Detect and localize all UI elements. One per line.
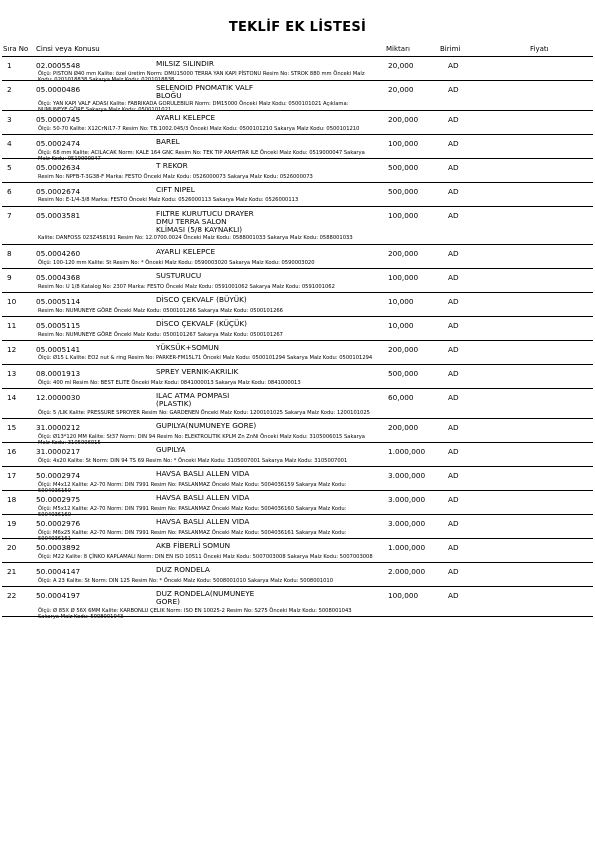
item-code: 05.0000745 (36, 115, 81, 124)
item-code: 02.0005548 (36, 61, 81, 70)
item-details: Ölçü: 4x20 Kalite: St Norm: DIN 94 TS 69 Resim No: * Önceki Malz Kodu: 3105007001 Sakarya Malz Kodu: 3105007001 (38, 458, 348, 464)
item-quantity: 500,000 (388, 163, 419, 172)
item-quantity: 20,000 (388, 85, 414, 94)
item-code: 05.0005114 (36, 297, 81, 306)
item-unit: AD (448, 369, 459, 378)
row-number: 13 (7, 369, 17, 378)
item-details: Ölçü: 50-70 Kalite: X12CrNi17-7 Resim No: TB.1002.045/3 Önceki Malz Kodu: 0500101210 Sakarya Malz Kodu: 0500101210 (38, 126, 360, 132)
item-quantity: 10,000 (388, 321, 414, 330)
table-row (2, 515, 593, 542)
item-name: BAREL (156, 137, 180, 146)
table-row (2, 111, 593, 135)
table-row (2, 135, 593, 162)
row-number: 6 (7, 187, 12, 196)
header-price: Fiyatı (530, 45, 549, 53)
item-unit: AD (448, 591, 459, 600)
item-unit: AD (448, 345, 459, 354)
item-details: Ölçü: Ø15 L Kalite: EO2 nut & ring Resim No: PARKER-FM15L71 Önceki Malz Kodu: 0500101294 Sakarya Malz Kodu: 0500101294 (38, 355, 373, 361)
item-name: FILTRE KURUTUCU DRAYER DMU TERRA SALON KLİMASI (5/8 KAYNAKLI) (156, 209, 254, 234)
item-code: 05.0005115 (36, 321, 81, 330)
item-name: GUPILYA(NUMUNEYE GORE) (156, 421, 257, 430)
item-unit: AD (448, 423, 459, 432)
table-header (0, 43, 595, 55)
item-unit: AD (448, 567, 459, 576)
item-unit: AD (448, 273, 459, 282)
item-code: 05.0004260 (36, 249, 81, 258)
table-row (2, 467, 593, 494)
table-row (2, 57, 593, 81)
item-code: 31.0000217 (36, 447, 81, 456)
item-name: HAVSA BASLI ALLEN VIDA (156, 493, 250, 502)
item-quantity: 100,000 (388, 273, 419, 282)
table-row (2, 419, 593, 446)
header-unit: Birimi (440, 45, 461, 53)
item-code: 50.0002974 (36, 471, 81, 480)
item-details: Resim No: U 1/8 Katalog No: 2307 Marka: FESTO Önceki Malz Kodu: 0591001062 Sakarya Malz Kodu: 0591001062 (38, 284, 335, 290)
item-code: 05.0002634 (36, 163, 81, 172)
document-title: TEKLİF EK LİSTESİ (228, 20, 367, 35)
item-name: AYARLI KELEPCE (156, 113, 216, 122)
row-number: 3 (7, 115, 12, 124)
row-number: 4 (7, 139, 12, 148)
table-row (2, 269, 593, 293)
item-unit: AD (448, 211, 459, 220)
item-code: 50.0003892 (36, 543, 81, 552)
item-code: 12.0000030 (36, 393, 81, 402)
item-details: Resim No: NPFB-T-3G38-F Marka: FESTO Önceki Malz Kodu: 0526000073 Sakarya Malz Kodu: 0526000073 (38, 174, 313, 180)
item-details: Ölçü: PISTON Ø40 mm Kalite: özel üretim Norm: DMU15000 TERRA YAN KAPI PİSTONU Resim No: STROK 880 mm Önceki Malz Kodu: 0201018838 Sakarya Malz Kodu: 0201018838 (38, 71, 365, 83)
item-details: Ölçü: M6x25 Kalite: A2-70 Norm: DIN 7991 Resim No: PASLANMAZ Önceki Malz Kodu: 5004036161 Sakarya Malz Kodu: 5004036161 (38, 530, 347, 542)
row-number: 18 (7, 495, 17, 504)
row-number: 11 (7, 321, 17, 330)
item-details: Ölçü: M4x12 Kalite: A2-70 Norm: DIN 7991 Resim No: PASLANMAZ Önceki Malz Kodu: 5004036159 Sakarya Malz Kodu: 5004036159 (38, 482, 347, 494)
item-quantity: 10,000 (388, 297, 414, 306)
item-name: DİSCO ÇEKVALF (BÜYÜK) (156, 295, 247, 304)
item-quantity: 200,000 (388, 249, 419, 258)
item-details: Ölçü: YAN KAPI VALF ADASI Kalite: FABRIKADA GORULEBILIR Norm: DM15000 Önceki Malz Kodu: 0500101021 Açıklama: NUMUNEYE GÖRE Sakarya Malz Kodu: 0500101021 (38, 101, 349, 113)
item-unit: AD (448, 321, 459, 330)
table-row (2, 563, 593, 587)
item-unit: AD (448, 187, 459, 196)
item-unit: AD (448, 393, 459, 402)
item-name: HAVSA BASLI ALLEN VIDA (156, 517, 250, 526)
row-number: 22 (7, 591, 17, 600)
row-number: 17 (7, 471, 17, 480)
item-name: SPREY VERNIK-AKRILIK (156, 367, 239, 376)
item-name: SUSTURUCU (156, 271, 202, 280)
item-details: Resim No: NUMUNEYE GÖRE Önceki Malz Kodu: 0500101266 Sakarya Malz Kodu: 0500101266 (38, 308, 283, 314)
item-quantity: 100,000 (388, 591, 419, 600)
item-unit: AD (448, 139, 459, 148)
row-number: 1 (7, 61, 12, 70)
item-name: DUZ RONDELA(NUMUNEYE GORE) (156, 589, 255, 606)
item-name: ILAC ATMA POMPASI (PLASTIK) (156, 391, 230, 408)
item-code: 08.0001913 (36, 369, 81, 378)
item-name: T REKOR (156, 161, 188, 170)
item-details: Ölçü: 100-120 mm Kalite: St Resim No: * Önceki Malz Kodu: 0590003020 Sakarya Malz Kodu: 0590003020 (38, 260, 315, 266)
item-details: Ölçü: 400 ml Resim No: BEST ELITE Önceki Malz Kodu: 0841000013 Sakarya Malz Kodu: 0841000013 (38, 380, 301, 386)
table-row (2, 365, 593, 389)
item-unit: AD (448, 471, 459, 480)
item-quantity: 200,000 (388, 423, 419, 432)
header-name: Cinsi veya Konusu (36, 45, 100, 53)
item-code: 05.0000486 (36, 85, 81, 94)
table-row (2, 207, 593, 245)
item-code: 05.0003581 (36, 211, 81, 220)
item-code: 05.0002474 (36, 139, 81, 148)
item-unit: AD (448, 85, 459, 94)
row-number: 16 (7, 447, 17, 456)
item-name: DİSCO ÇEKVALF (KÜÇÜK) (156, 319, 247, 328)
item-details: Ölçü: M5x12 Kalite: A2-70 Norm: DIN 7991 Resim No: PASLANMAZ Önceki Malz Kodu: 5004036160 Sakarya Malz Kodu: 5004036160 (38, 506, 347, 518)
item-unit: AD (448, 519, 459, 528)
item-quantity: 60,000 (388, 393, 414, 402)
item-unit: AD (448, 115, 459, 124)
item-code: 05.0004368 (36, 273, 81, 282)
item-unit: AD (448, 297, 459, 306)
table-row (2, 81, 593, 111)
row-number: 14 (7, 393, 17, 402)
item-details: Kalite: DANFOSS 023Z458191 Resim No: 12.0700.0024 Önceki Malz Kodu: 0588001033 Sakarya Malz Kodu: 0588001033 (38, 235, 353, 241)
item-name: HAVSA BASLI ALLEN VIDA (156, 469, 250, 478)
table-row (2, 491, 593, 518)
item-code: 05.0005141 (36, 345, 81, 354)
item-quantity: 3.000,000 (388, 471, 426, 480)
item-quantity: 3.000,000 (388, 495, 426, 504)
item-quantity: 20,000 (388, 61, 414, 70)
item-unit: AD (448, 163, 459, 172)
row-number: 12 (7, 345, 17, 354)
item-details: Ölçü: A 23 Kalite: St Norm: DIN 125 Resim No: * Önceki Malz Kodu: 5008001010 Sakarya Malz Kodu: 5008001010 (38, 578, 334, 584)
row-number: 20 (7, 543, 17, 552)
item-code: 50.0002975 (36, 495, 81, 504)
item-unit: AD (448, 447, 459, 456)
item-name: CIFT NIPEL (156, 185, 195, 194)
item-quantity: 500,000 (388, 369, 419, 378)
item-quantity: 3.000,000 (388, 519, 426, 528)
table-row (2, 587, 593, 620)
row-number: 8 (7, 249, 12, 258)
item-quantity: 100,000 (388, 139, 419, 148)
item-name: AYARLI KELEPCE (156, 247, 216, 256)
item-table (0, 57, 595, 620)
row-number: 21 (7, 567, 17, 576)
item-details: Ölçü: Ø13*120 MM Kalite: St37 Norm: DIN 94 Resim No: ELEKTROLITIK KPLM Zn ZnNi Önceki Malz Kodu: 3105006015 Sakarya Malz Kodu: 3105006015 (38, 434, 365, 446)
table-row (2, 443, 593, 467)
table-row (2, 317, 593, 341)
table-row (2, 539, 593, 563)
table-row (2, 159, 593, 183)
header-no: Sıra No (3, 45, 29, 53)
row-number: 7 (7, 211, 12, 220)
item-details: Ölçü: 68 mm Kalite: ACILACAK Norm: KALE 164 GNC Resim No: TEK TIP ANAHTAR ILE Önceki Malz Kodu: 0519000047 Sakarya Malz Kodu: 0519000047 (38, 150, 365, 162)
item-details: Ölçü: 5 /LIK Kalite: PRESSURE SPROYER Resim No: GARDENEN Önceki Malz Kodu: 1200101025 Sakarya Malz Kodu: 1200101025 (38, 410, 370, 416)
item-name: AKB FİBERLİ SOMUN (156, 541, 231, 550)
table-row (2, 341, 593, 365)
row-number: 10 (7, 297, 17, 306)
row-number: 2 (7, 85, 12, 94)
item-code: 31.0000212 (36, 423, 81, 432)
row-number: 19 (7, 519, 17, 528)
item-name: SELENOID PNOMATIK VALF BLOĞU (156, 83, 254, 100)
item-name: DUZ RONDELA (156, 565, 210, 574)
item-name: YÜKSÜK+SOMUN (156, 343, 219, 352)
item-details: Resim No: E-1/4-3/8 Marka: FESTO Önceki Malz Kodu: 0526000113 Sakarya Malz Kodu: 0526000113 (38, 197, 299, 203)
header-qty: Miktarı (386, 45, 410, 53)
table-row (2, 183, 593, 207)
item-quantity: 100,000 (388, 211, 419, 220)
item-unit: AD (448, 249, 459, 258)
item-details: Ölçü: M22 Kalite: 8 ÇİNKO KAPLAMALI Norm: DIN EN ISO 10511 Önceki Malz Kodu: 5007003008 Sakarya Malz Kodu: 5007003008 (38, 554, 373, 560)
table-row (2, 389, 593, 419)
item-quantity: 200,000 (388, 115, 419, 124)
row-number: 9 (7, 273, 12, 282)
item-quantity: 1.000,000 (388, 447, 426, 456)
item-unit: AD (448, 495, 459, 504)
item-name: GUPILYA (156, 445, 186, 454)
item-details: Resim No: NUMUNEYE GÖRE Önceki Malz Kodu: 0500101267 Sakarya Malz Kodu: 0500101267 (38, 332, 283, 338)
item-unit: AD (448, 61, 459, 70)
item-quantity: 1.000,000 (388, 543, 426, 552)
item-code: 50.0002976 (36, 519, 81, 528)
item-quantity: 2.000,000 (388, 567, 426, 576)
item-unit: AD (448, 543, 459, 552)
item-name: MILSIZ SILINDIR (156, 59, 214, 68)
row-number: 5 (7, 163, 12, 172)
item-code: 50.0004197 (36, 591, 81, 600)
item-code: 50.0004147 (36, 567, 81, 576)
table-row (2, 293, 593, 317)
table-row (2, 245, 593, 269)
item-details: Ölçü: Ø 85X Ø 56X 6MM Kalite: KARBONLU ÇELIK Norm: ISO EN 10025-2 Resim No: S275 Önceki Malz Kodu: 5008001043 Sakarya Malz Kodu: 5008001043 (38, 608, 352, 620)
row-number: 15 (7, 423, 17, 432)
item-quantity: 500,000 (388, 187, 419, 196)
item-code: 05.0002674 (36, 187, 81, 196)
item-quantity: 200,000 (388, 345, 419, 354)
